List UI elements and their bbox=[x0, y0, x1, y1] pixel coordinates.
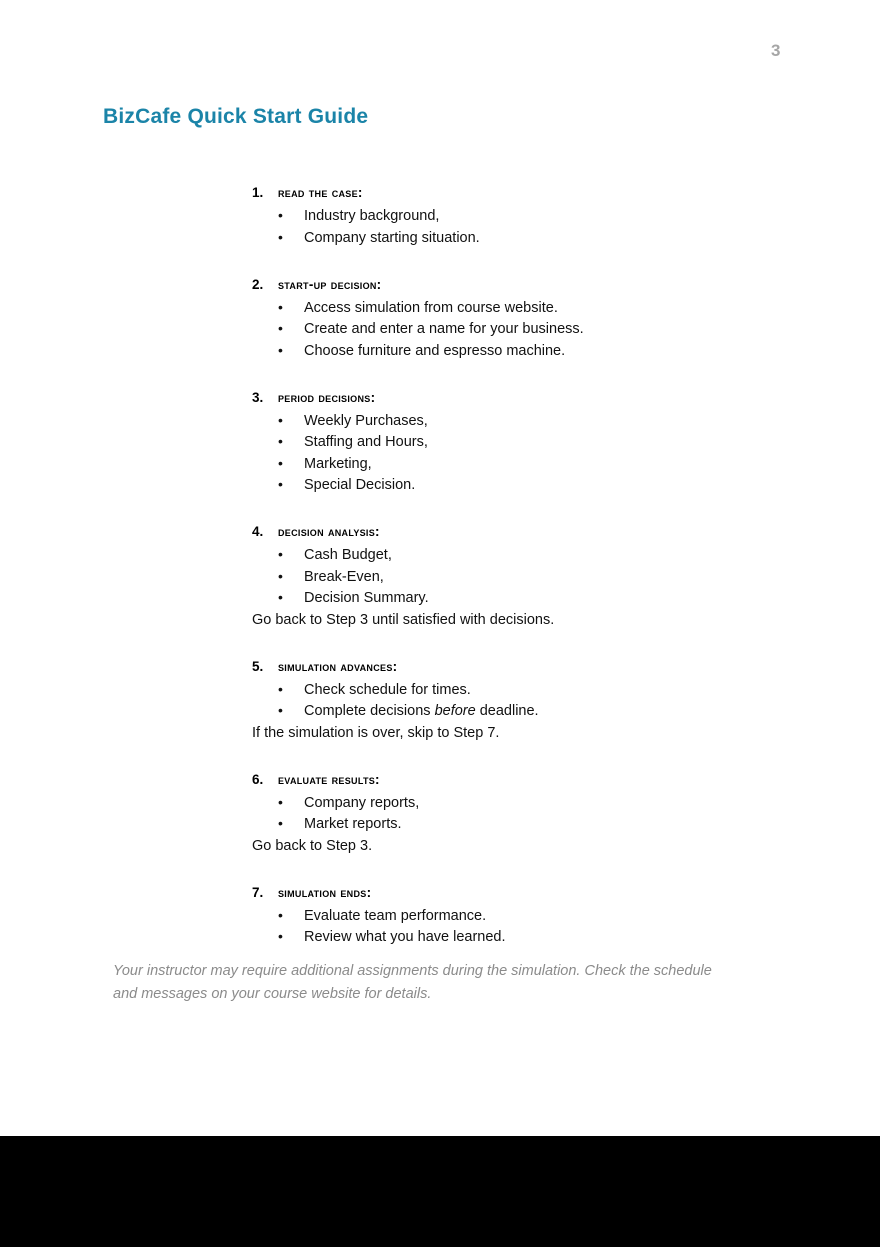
page-title: BizCafe Quick Start Guide bbox=[103, 105, 369, 128]
list-item: • Decision Summary. bbox=[252, 588, 812, 609]
step-title: start-up decision: bbox=[278, 276, 382, 292]
step-number: 6. bbox=[252, 771, 264, 787]
step-note: If the simulation is over, skip to Step 7. bbox=[252, 724, 500, 741]
step-number: 2. bbox=[252, 276, 264, 292]
list-item: • Review what you have learned. bbox=[252, 927, 812, 948]
step-number: 1. bbox=[252, 185, 264, 200]
step-item bbox=[252, 772, 812, 857]
list-item: • Cash Budget, bbox=[252, 545, 812, 566]
bottom-black-bar bbox=[0, 1136, 880, 1247]
list-item: • Company starting situation. bbox=[252, 228, 812, 249]
list-item: • Weekly Purchases, bbox=[252, 411, 812, 432]
list-item: • Market reports. bbox=[252, 814, 812, 835]
list-item: • Check schedule for times. bbox=[252, 680, 812, 701]
list-item: • Evaluate team performance. bbox=[252, 906, 812, 927]
step-item bbox=[252, 524, 812, 631]
step-heading bbox=[252, 659, 812, 674]
step-number: 5. bbox=[252, 658, 264, 674]
step-heading bbox=[252, 185, 812, 200]
step-number: 4. bbox=[252, 524, 264, 539]
step-heading bbox=[252, 277, 812, 292]
step-title: evaluate results: bbox=[278, 771, 380, 787]
step-title: decision analysis: bbox=[278, 524, 380, 539]
step-bullets bbox=[252, 545, 812, 609]
step-heading bbox=[252, 390, 812, 405]
step-heading bbox=[252, 885, 812, 900]
list-item: • Create and enter a name for your business. bbox=[252, 319, 812, 340]
list-item: • Access simulation from course website. bbox=[252, 298, 812, 319]
list-item-emphasis: before bbox=[434, 703, 476, 719]
list-item: • Staffing and Hours, bbox=[252, 432, 812, 453]
step-title: simulation ends: bbox=[278, 884, 372, 900]
step-note: Go back to Step 3. bbox=[252, 837, 373, 854]
list-item-text-before: Complete decisions bbox=[304, 703, 435, 719]
step-item bbox=[252, 659, 812, 744]
step-note: Go back to Step 3 until satisfied with decisions. bbox=[252, 611, 555, 628]
list-item: • Break-Even, bbox=[252, 567, 812, 588]
step-heading bbox=[252, 772, 812, 787]
step-item bbox=[252, 277, 812, 362]
list-item: • Marketing, bbox=[252, 454, 812, 475]
step-bullets bbox=[252, 906, 812, 949]
list-item: • Company reports, bbox=[252, 793, 812, 814]
step-bullets bbox=[252, 298, 812, 362]
list-item: • Special Decision. bbox=[252, 475, 812, 496]
list-item: • Choose furniture and espresso machine. bbox=[252, 341, 812, 362]
step-number: 7. bbox=[252, 884, 264, 900]
step-title: simulation advances: bbox=[278, 658, 398, 674]
step-item bbox=[252, 185, 812, 249]
list-item-text-after: deadline. bbox=[475, 703, 539, 719]
step-bullets bbox=[252, 206, 812, 249]
step-title: read the case: bbox=[278, 185, 363, 200]
footnote-text: Your instructor may require additional assignments during the simulation. Check the schedule and messages on your course website for details. bbox=[113, 963, 712, 1002]
step-bullets bbox=[252, 793, 812, 836]
step-item bbox=[252, 885, 812, 949]
list-item: • Industry background, bbox=[252, 206, 812, 227]
step-bullets bbox=[252, 411, 812, 497]
list-item bbox=[252, 701, 812, 722]
step-item bbox=[252, 390, 812, 497]
page-number: 3 bbox=[771, 41, 781, 60]
step-bullets bbox=[252, 680, 812, 723]
step-number: 3. bbox=[252, 389, 264, 405]
steps-list bbox=[252, 185, 812, 949]
step-title: period decisions: bbox=[278, 389, 376, 405]
step-heading bbox=[252, 524, 812, 539]
